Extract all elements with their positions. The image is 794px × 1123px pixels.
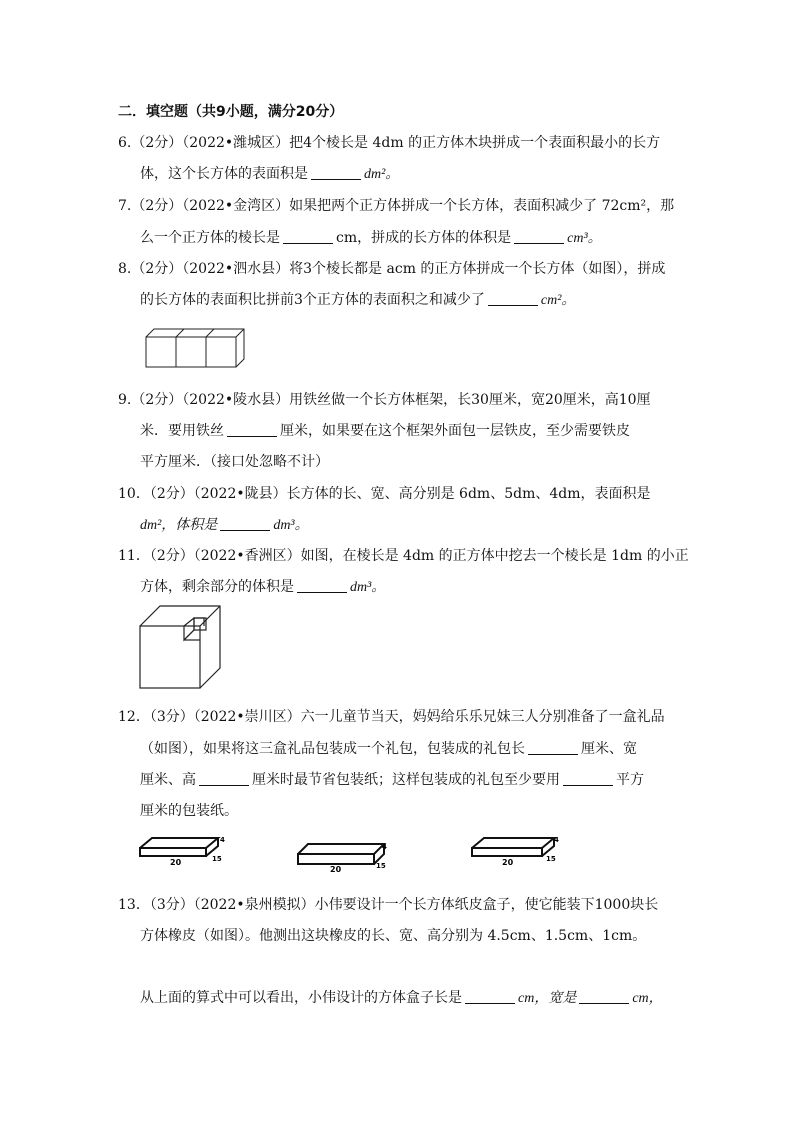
q11-line2	[140, 577, 385, 598]
gift-box-3	[470, 834, 562, 868]
q12-line3	[140, 770, 644, 790]
q7-text-a: 么一个正方体的棱长是	[140, 230, 280, 246]
q12-answer-blank-1[interactable]	[528, 740, 578, 755]
q8-answer-blank[interactable]	[488, 291, 538, 306]
q6-text: 体，这个长方体的表面积是	[140, 166, 308, 182]
box2-width: 15	[376, 862, 386, 870]
q12-text-c: 厘米、高	[140, 772, 196, 788]
box1-length: 20	[170, 858, 182, 867]
box3-height: 4	[554, 836, 559, 844]
q12-line4: 厘米的包装纸。	[140, 803, 238, 819]
box1-height: 4	[220, 836, 225, 844]
three-cubes-figure	[140, 323, 252, 373]
q7-unit: cm³。	[567, 231, 602, 246]
q9-line1: 9.（2分）（2022•陵水县）用铁丝做一个长方体框架，长30厘米，宽20厘米，高10厘	[118, 392, 651, 408]
box2-height: 4	[382, 843, 387, 851]
q13-line1: 13．（3分）（2022•泉州模拟）小伟要设计一个长方体纸皮盒子，使它能装下1000块长	[118, 897, 659, 913]
q12-answer-blank-2[interactable]	[199, 771, 249, 786]
q9-line2	[140, 421, 630, 441]
q7-answer-blank-2[interactable]	[514, 229, 564, 244]
q6-line1: 6.（2分）（2022•潍城区）把4个棱长是 4dm 的正方体木块拼成一个表面积最小的长方	[118, 135, 661, 151]
q9-text-b: 厘米，如果要在这个框架外面包一层铁皮，至少需要铁皮	[280, 423, 630, 439]
q9-text-c: 平方厘米．（接口处忽略不计）	[140, 454, 329, 470]
q8-line2	[140, 290, 575, 311]
cube-with-cutout-figure	[138, 604, 222, 690]
q7-line1: 7.（2分）（2022•金湾区）如果把两个正方体拼成一个长方体，表面积减少了 72cm²，那	[118, 198, 675, 214]
q10-unit: dm³。	[273, 518, 309, 533]
q11-text: 方体，剩余部分的体积是	[140, 579, 294, 595]
q11-answer-blank[interactable]	[297, 578, 347, 593]
q9-answer-blank-1[interactable]	[227, 422, 277, 437]
gift-box-1	[138, 834, 228, 868]
q12-answer-blank-3[interactable]	[563, 771, 613, 786]
q9-text-a: 米．要用铁丝	[140, 423, 224, 439]
q13-line3	[140, 988, 663, 1009]
section-heading: 二．填空题（共9小题，满分20分）	[118, 104, 344, 120]
q12-text-d: 厘米时最节省包装纸；这样包装成的礼包至少要用	[252, 772, 560, 788]
q12-line2	[140, 739, 637, 759]
box3-width: 15	[546, 855, 556, 863]
q13-answer-blank-2[interactable]	[579, 989, 629, 1004]
q8-unit: cm²。	[540, 293, 576, 308]
q9-line3	[140, 452, 329, 472]
box3-length: 20	[502, 858, 514, 867]
q8-text: 的长方体的表面积比拼前3个正方体的表面积之和减少了	[140, 292, 485, 308]
q10-answer-blank[interactable]	[220, 516, 270, 531]
q6-line2	[140, 164, 399, 185]
q13-unit: cm，	[632, 991, 663, 1006]
q7-answer-blank-1[interactable]	[283, 229, 333, 244]
q12-text-e: 平方	[616, 772, 644, 788]
box2-length: 20	[330, 865, 342, 874]
box1-width: 15	[212, 855, 222, 863]
q12-line1: 12．（3分）（2022•崇川区）六一儿童节当天，妈妈给乐乐兄妹三人分别准备了一盒礼品	[118, 709, 665, 725]
q7-text-b: cm，拼成的长方体的体积是	[336, 230, 512, 246]
q13-line2: 方体橡皮（如图）。他测出这块橡皮的长、宽、高分别为 4.5cm、1.5cm、1cm。	[140, 928, 647, 944]
gift-box-2	[296, 840, 392, 874]
q12-text-b: 厘米、宽	[581, 741, 637, 757]
q8-line1: 8.（2分）（2022•泗水县）将3个棱长都是 acm 的正方体拼成一个长方体（如图），拼成	[118, 261, 666, 277]
q7-line2	[140, 228, 602, 249]
q11-line1: 11．（2分）（2022•香洲区）如图，在棱长是 4dm 的正方体中挖去一个棱长是 1dm 的小正	[118, 548, 689, 564]
q6-answer-blank[interactable]	[311, 165, 361, 180]
q12-text-a: （如图），如果将这三盒礼品包装成一个礼包，包装成的礼包长	[140, 741, 525, 757]
q13-text-b: cm，宽是	[518, 991, 577, 1006]
q13-text-a: 从上面的算式中可以看出，小伟设计的方体盒子长是	[140, 990, 462, 1006]
q10-text-a: dm²，体积是	[140, 518, 218, 533]
q10-line2	[140, 515, 309, 536]
q6-unit: dm²。	[364, 167, 400, 182]
q10-line1: 10．（2分）（2022•陇县）长方体的长、宽、高分别是 6dm、5dm、4dm，表面积是	[118, 486, 651, 502]
q13-answer-blank-1[interactable]	[465, 989, 515, 1004]
q11-unit: dm³。	[350, 580, 386, 595]
